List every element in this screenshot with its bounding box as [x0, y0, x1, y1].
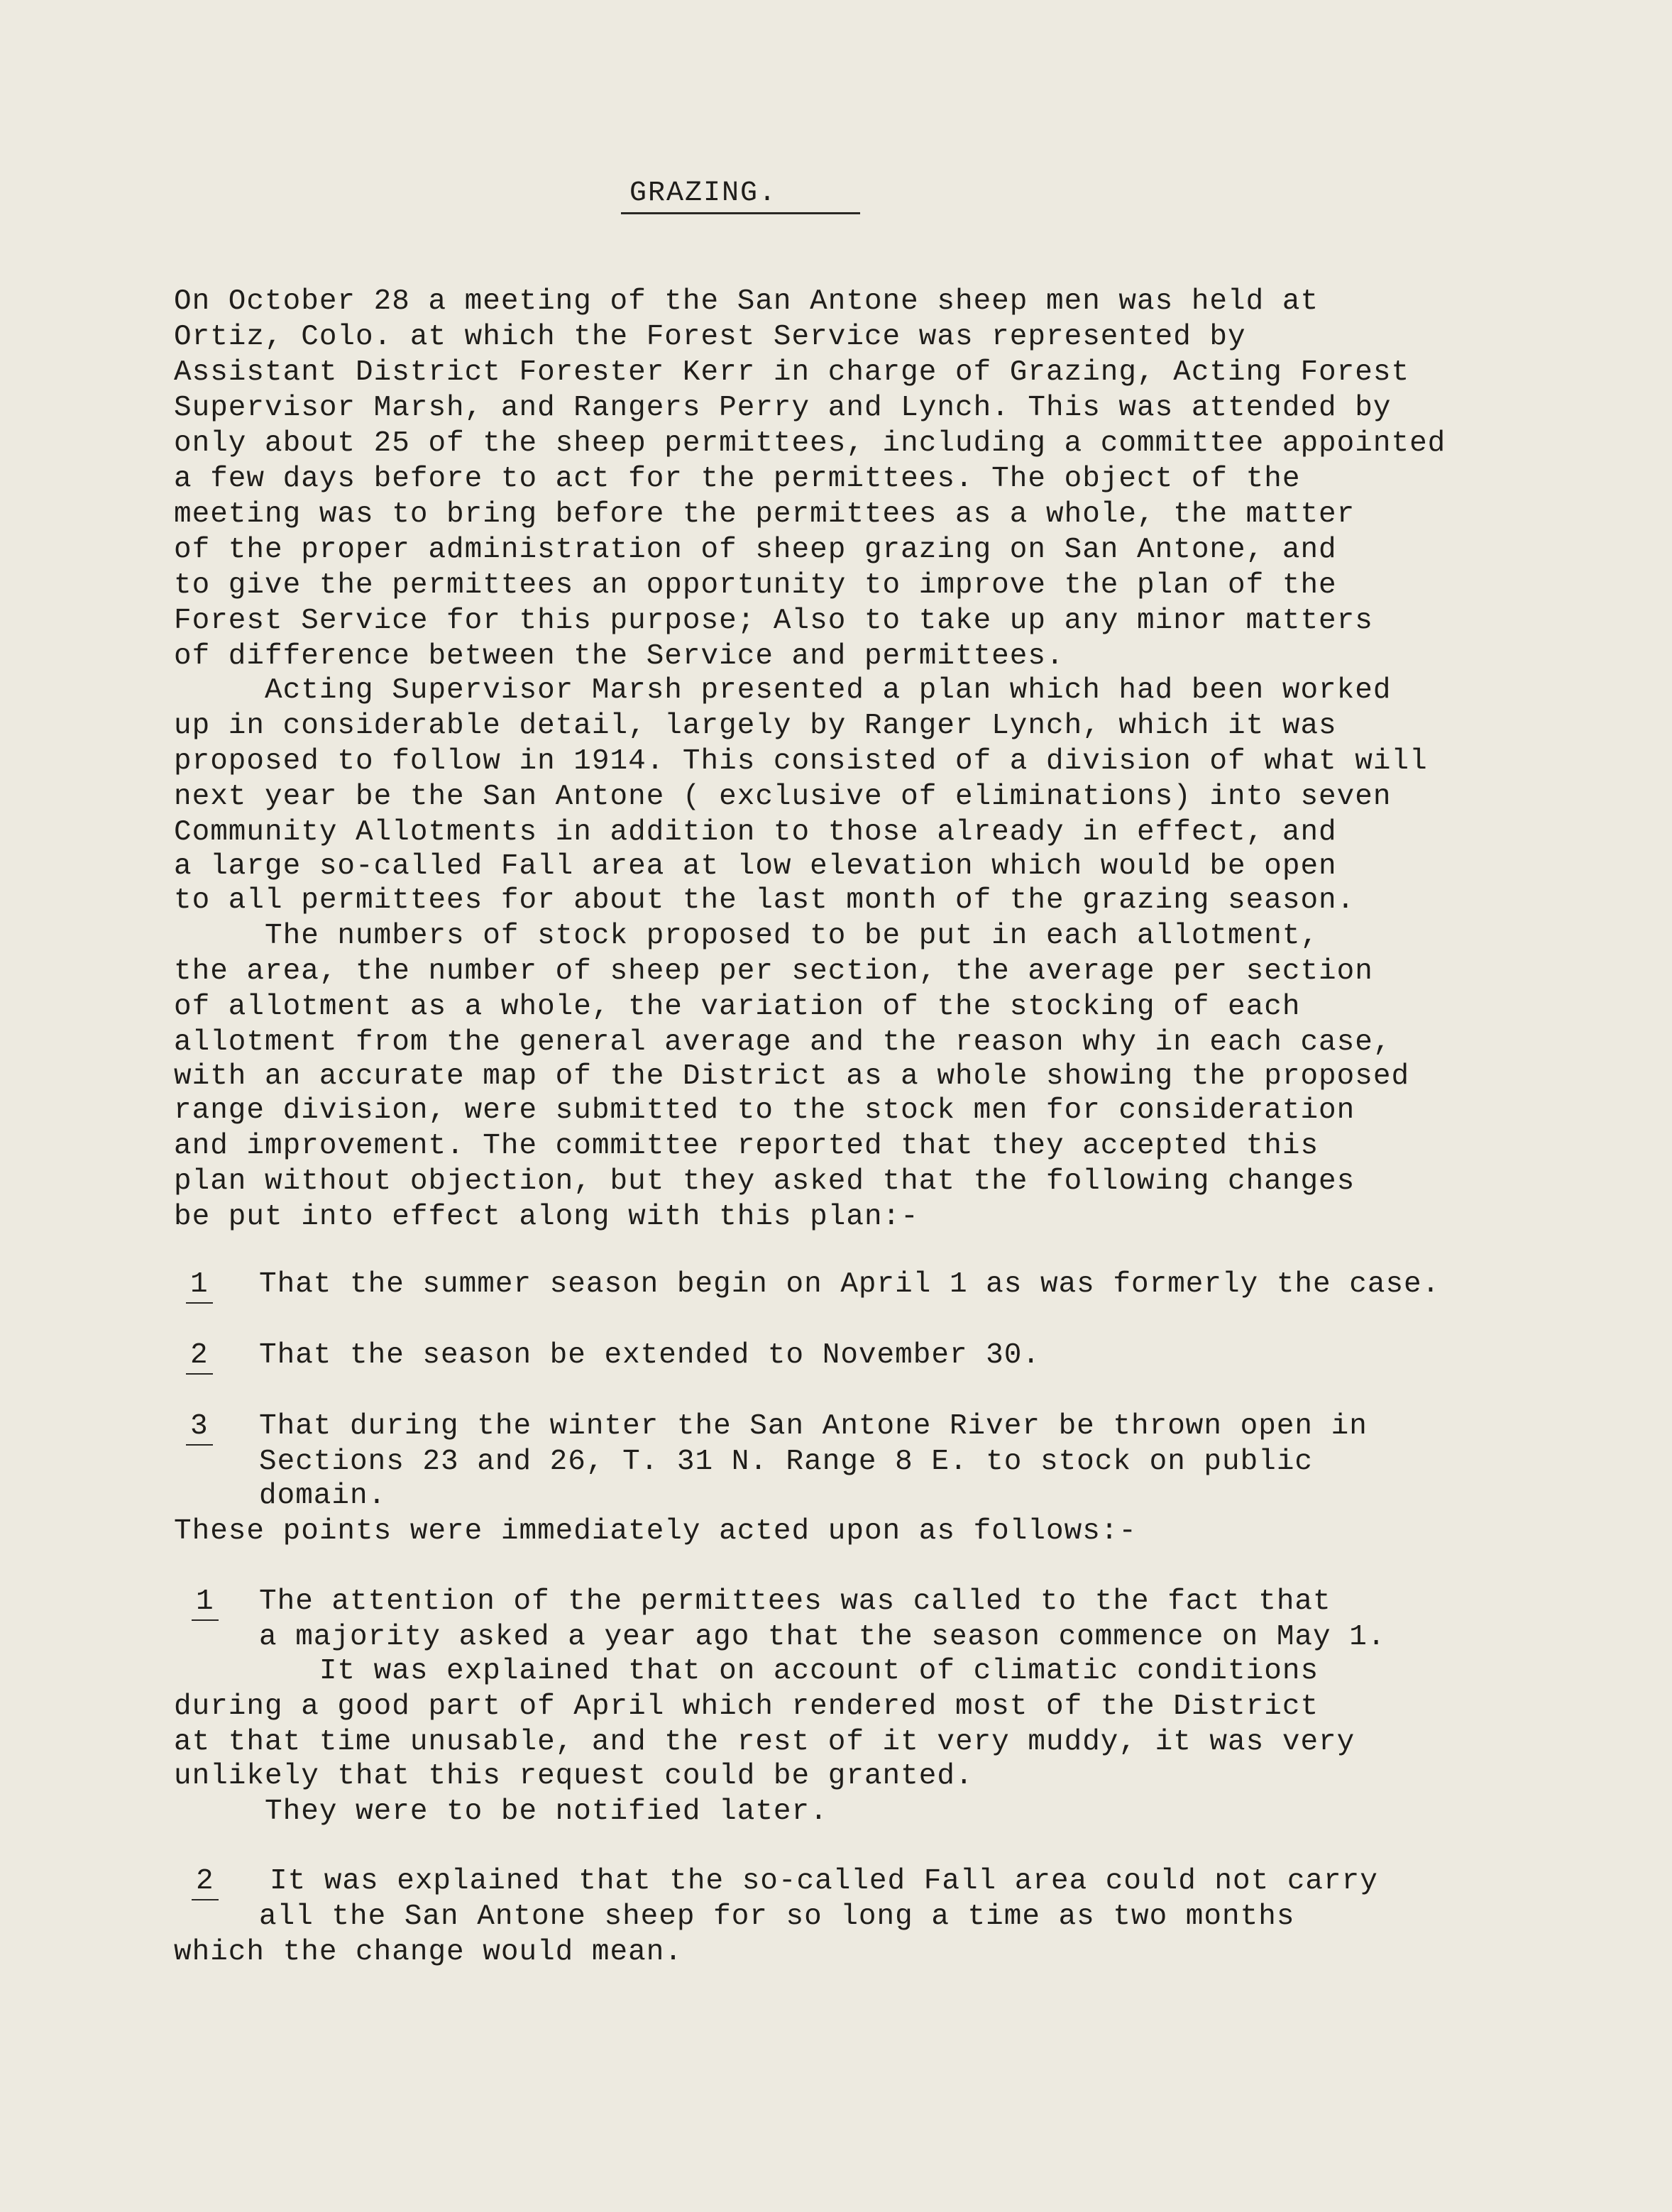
text-line: On October 28 a meeting of the San Antone sheep men was held at — [174, 285, 1319, 318]
text-line: Assistant District Forester Kerr in charge of Grazing, Acting Forest — [174, 356, 1410, 389]
response-line: The attention of the permittees was called to the fact that — [259, 1585, 1331, 1618]
text-line: proposed to follow in 1914. This consisted of a division of what will — [174, 745, 1428, 778]
text-line: allotment from the general average and the reason why in each case, — [174, 1026, 1392, 1059]
request-line: That the season be extended to November 30. — [259, 1339, 1040, 1372]
text-line: meeting was to bring before the permittees as a whole, the matter — [174, 498, 1355, 531]
text-line: of the proper administration of sheep grazing on San Antone, and — [174, 534, 1337, 566]
text-line: and improvement. The committee reported that they accepted this — [174, 1130, 1319, 1162]
text-line: Community Allotments in addition to those already in effect, and — [174, 816, 1337, 849]
response-line: all the San Antone sheep for so long a time as two months — [259, 1900, 1295, 1933]
response-line: a majority asked a year ago that the season commence on May 1. — [259, 1621, 1386, 1654]
text-line: Ortiz, Colo. at which the Forest Service was represented by — [174, 321, 1246, 353]
response-line: unlikely that this request could be granted. — [174, 1760, 974, 1793]
text-line: Supervisor Marsh, and Rangers Perry and Lynch. This was attended by — [174, 392, 1392, 424]
response-line: which the change would mean. — [174, 1936, 683, 1969]
text-line: plan without objection, but they asked that the following changes — [174, 1165, 1355, 1198]
text-line: of allotment as a whole, the variation of the stocking of each — [174, 991, 1301, 1023]
response-line: They were to be notified later. — [174, 1795, 828, 1828]
transition-line: These points were immediately acted upon as follows:- — [174, 1515, 1138, 1548]
text-line: The numbers of stock proposed to be put in each allotment, — [174, 920, 1319, 952]
request-line: That the summer season begin on April 1 as was formerly the case. — [259, 1268, 1441, 1301]
page-title: GRAZING. — [621, 177, 860, 214]
text-line: of difference between the Service and permittees. — [174, 640, 1065, 673]
text-line: to give the permittees an opportunity to improve the plan of the — [174, 569, 1337, 602]
text-line: Acting Supervisor Marsh presented a plan which had been worked — [174, 674, 1392, 707]
request-line: Sections 23 and 26, T. 31 N. Range 8 E. to stock on public — [259, 1446, 1314, 1478]
text-line: be put into effect along with this plan:- — [174, 1201, 919, 1233]
response-line: at that time unusable, and the rest of it very muddy, it was very — [174, 1726, 1355, 1759]
text-line: the area, the number of sheep per section, the average per section — [174, 955, 1373, 988]
response-number: 2 — [192, 1864, 219, 1900]
response-line: It was explained that the so-called Fall area could not carry — [270, 1865, 1378, 1898]
response-line: It was explained that on account of climatic conditions — [174, 1655, 1319, 1688]
request-number: 2 — [186, 1338, 213, 1375]
text-line: a large so-called Fall area at low elevation which would be open — [174, 850, 1337, 883]
request-line: domain. — [259, 1480, 387, 1512]
text-line: range division, were submitted to the stock men for consideration — [174, 1094, 1355, 1127]
text-line: up in considerable detail, largely by Ranger Lynch, which it was — [174, 710, 1337, 742]
text-line: with an accurate map of the District as a whole showing the proposed — [174, 1060, 1410, 1093]
request-number: 3 — [186, 1409, 213, 1446]
request-number: 1 — [186, 1267, 213, 1304]
response-line: during a good part of April which rendered most of the District — [174, 1690, 1319, 1723]
text-line: a few days before to act for the permittees. The object of the — [174, 463, 1301, 495]
text-line: next year be the San Antone ( exclusive of eliminations) into seven — [174, 781, 1392, 813]
text-line: to all permittees for about the last month of the grazing season. — [174, 884, 1355, 917]
request-line: That during the winter the San Antone River be thrown open in — [259, 1410, 1368, 1443]
text-line: only about 25 of the sheep permittees, including a committee appointed — [174, 427, 1446, 460]
response-number: 1 — [192, 1584, 219, 1621]
text-line: Forest Service for this purpose; Also to take up any minor matters — [174, 605, 1373, 637]
